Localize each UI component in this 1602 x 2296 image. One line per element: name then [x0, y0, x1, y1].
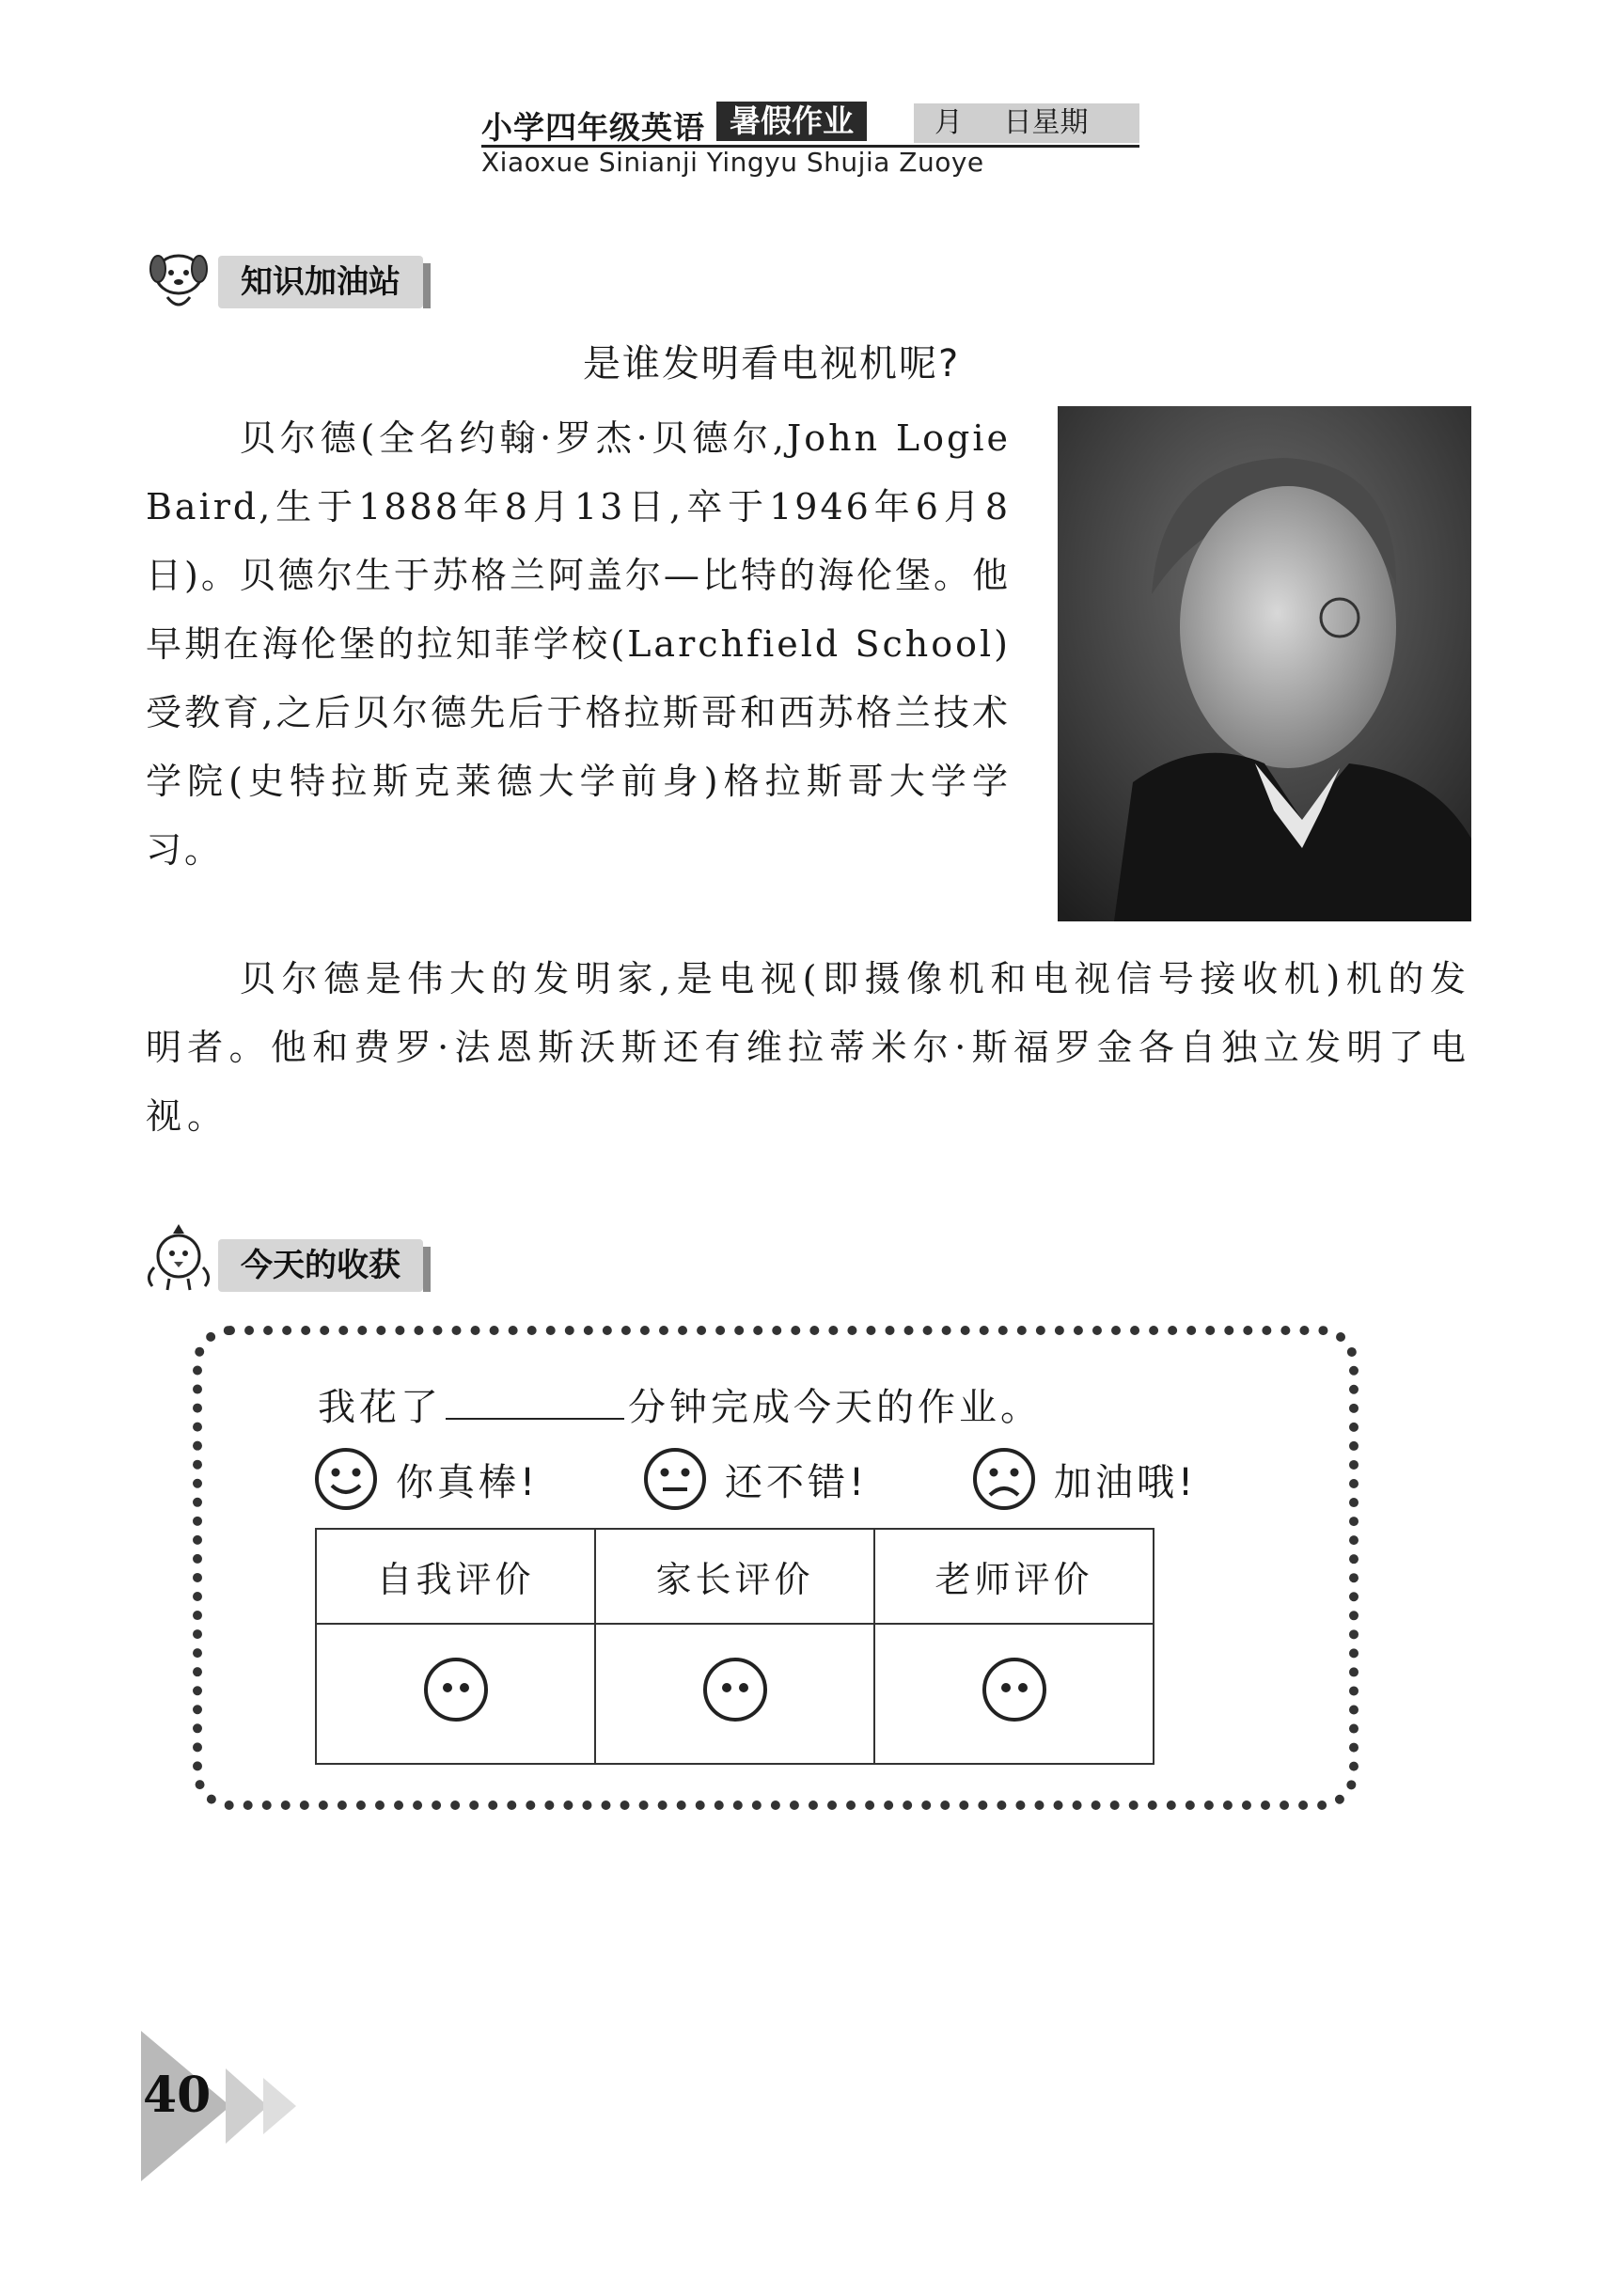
eval-header-parent: 家长评价 — [595, 1529, 874, 1624]
sad-face-icon — [971, 1446, 1037, 1512]
puppy-mascot-icon — [141, 243, 216, 318]
neutral-face-icon — [642, 1446, 708, 1512]
eval-header-teacher: 老师评价 — [874, 1529, 1154, 1624]
header-date-fields: 月 日星期 — [914, 103, 1139, 143]
face-option-sad[interactable] — [971, 1443, 1197, 1515]
minutes-blank[interactable] — [446, 1384, 624, 1420]
article-paragraph-2: 贝尔德是伟大的发明家,是电视(即摄像机和电视信号接收机)机的发明者。他和费罗·法恩斯沃斯还有维拉蒂米尔·斯福罗金各自独立发明了电视。 — [146, 958, 1471, 1137]
face-label-sad: 加油哦! — [1054, 1460, 1198, 1504]
harvest-section-label: 今天的收获 — [218, 1239, 423, 1292]
portrait-photo — [1058, 406, 1471, 921]
header-bar — [481, 103, 1139, 148]
face-option-neutral[interactable] — [642, 1443, 868, 1515]
face-label-happy: 你真棒! — [396, 1460, 540, 1504]
chick-mascot-icon — [141, 1220, 216, 1296]
eval-cell-teacher[interactable] — [874, 1624, 1154, 1764]
face-option-happy[interactable] — [313, 1443, 539, 1515]
blank-face-icon — [422, 1656, 490, 1723]
time-spent-suffix: 分钟完成今天的作业。 — [628, 1386, 1042, 1429]
eval-cell-parent[interactable] — [595, 1624, 874, 1764]
article-title: 是谁发明看电视机呢? — [583, 342, 961, 385]
header-tag: 暑假作业 — [716, 102, 867, 141]
knowledge-section-label: 知识加油站 — [218, 256, 423, 308]
blank-face-icon — [701, 1656, 769, 1723]
face-label-neutral: 还不错! — [725, 1460, 869, 1504]
header-pinyin: Xiaoxue Sinianji Yingyu Shujia Zuoye — [481, 147, 984, 178]
time-spent-line — [318, 1377, 1042, 1431]
header-title: 小学四年级英语 — [481, 109, 705, 146]
eval-header-self: 自我评价 — [316, 1529, 595, 1624]
happy-face-icon — [313, 1446, 379, 1512]
time-spent-prefix: 我花了 — [318, 1386, 442, 1429]
eval-cell-self[interactable] — [316, 1624, 595, 1764]
blank-face-icon — [981, 1656, 1048, 1723]
evaluation-table — [315, 1528, 1154, 1765]
article-paragraph-1: 贝尔德(全名约翰·罗杰·贝德尔,John Logie Baird,生于1888年8月13日,卒于1946年6月8日)。贝德尔生于苏格兰阿盖尔—比特的海伦堡。他早期在海伦堡的拉知菲学校(Larchfield School)受教育,之后贝尔德先后于格拉斯哥和西苏格兰技术学院(史特拉斯克莱德大学前身)格拉斯哥大学学习。 — [146, 417, 1011, 871]
page-number: 40 — [143, 2067, 212, 2124]
